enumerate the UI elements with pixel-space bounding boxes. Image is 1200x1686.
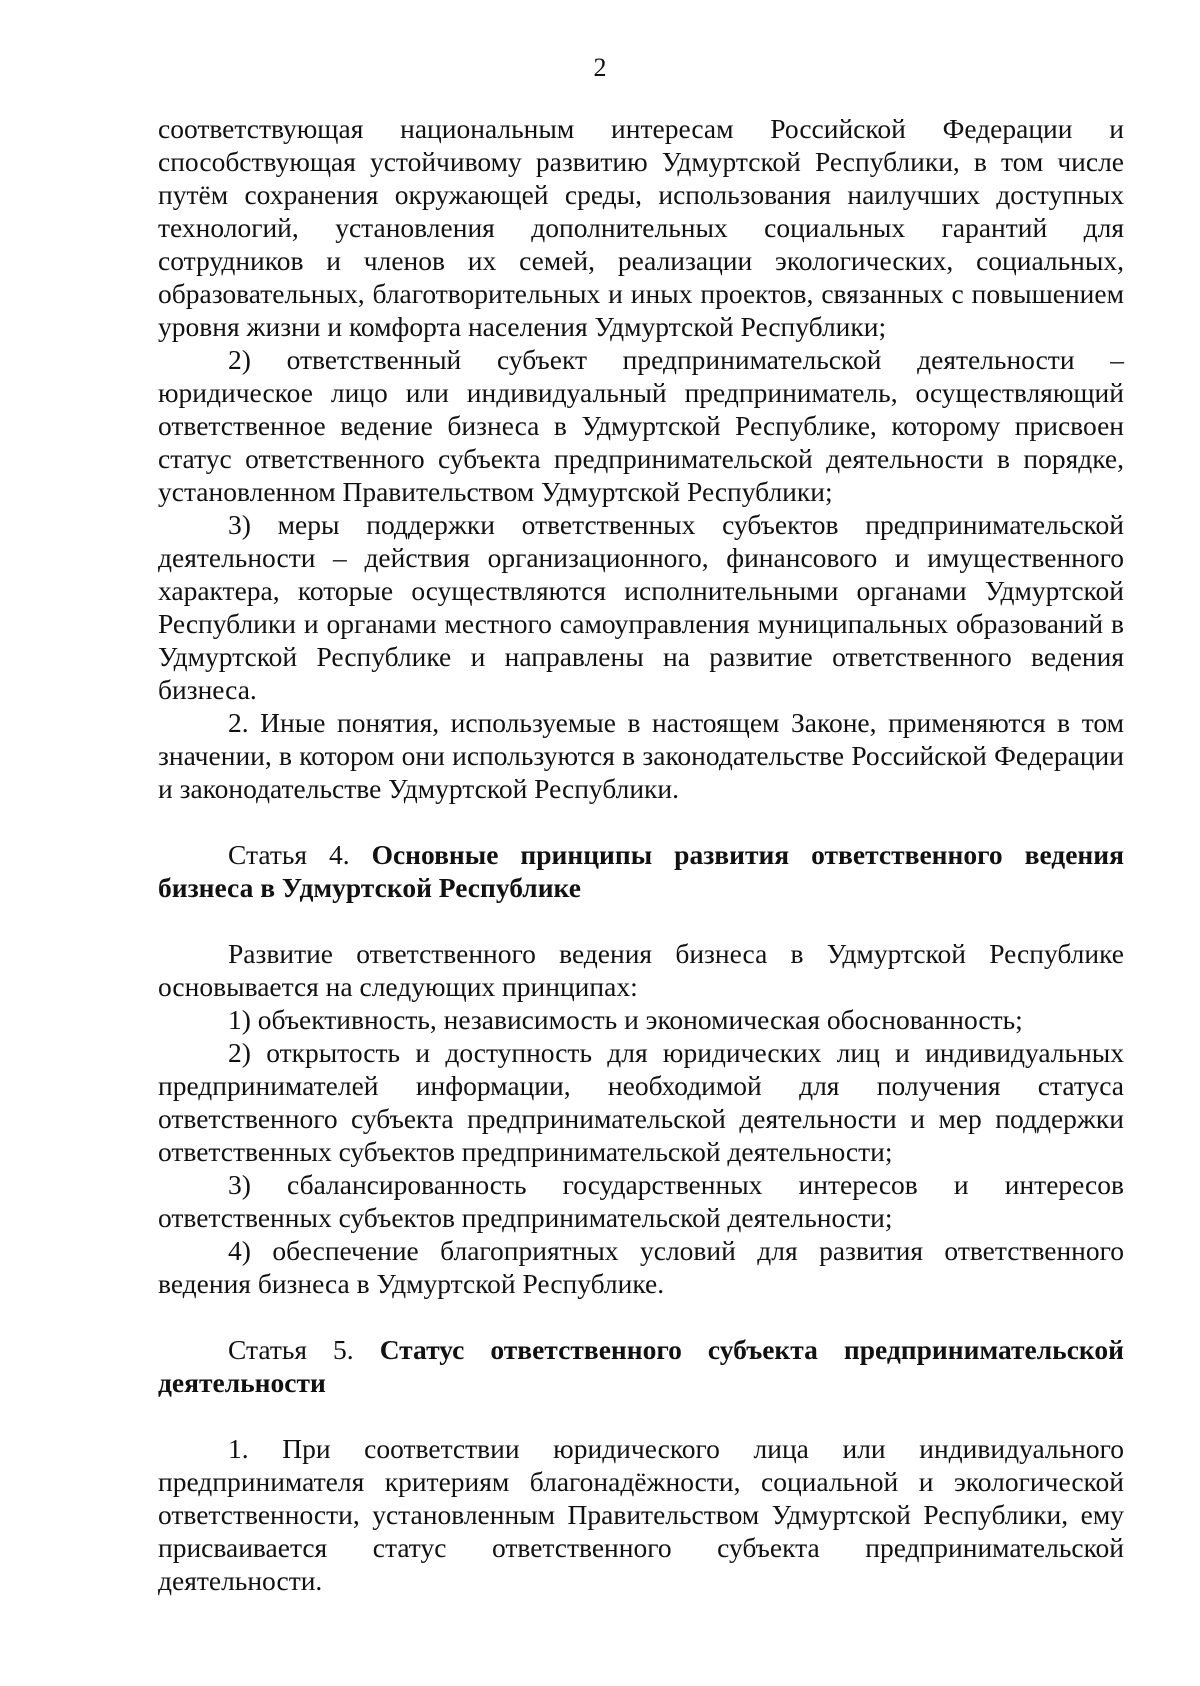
page-number: 2 [593,53,607,82]
article-5-label: Статья 5. [228,1334,354,1365]
paragraph: 2) открытость и доступность для юридических лиц и индивидуальных предпринимателей информации, необходимой для получения статуса ответственного субъекта предпринимательской деятельности и мер поддержки ответственных субъектов предпринимательской деятельности; [158,1037,1124,1167]
paragraph: 1. При соответствии юридического лица или индивидуального предпринимателя критериям благонадёжности, социальной и экологической ответственности, установленным Правительством Удмуртской Республики, ему присваивается статус ответственного субъекта предпринимательской деятельности. [158,1433,1124,1596]
article-4-label: Статья 4. [228,839,350,870]
spacer [158,805,1124,838]
article-5-title: Статус ответственного субъекта предпринимательской деятельности [158,1334,1124,1398]
paragraph: Развитие ответственного ведения бизнеса в Удмуртской Республике основывается на следующих принципах: [158,938,1124,1002]
article-5-heading [158,1333,1124,1399]
paragraph: 2) ответственный субъект предпринимательской деятельности – юридическое лицо или индивидуальный предприниматель, осуществляющий ответственное ведение бизнеса в Удмуртской Республике, которому присвоен статус ответственного субъекта предпринимательской деятельности в порядке, установленном Правительством Удмуртской Республики; [158,344,1124,507]
paragraph: 3) сбалансированность государственных интересов и интересов ответственных субъектов предпринимательской деятельности; [158,1169,1124,1233]
spacer [158,1300,1124,1333]
paragraph: 1) объективность, независимость и экономическая обоснованность; [228,1004,1023,1035]
document-body [158,112,1124,1597]
paragraph: 3) меры поддержки ответственных субъектов предпринимательской деятельности – действия организационного, финансового и имущественного характера, которые осуществляются исполнительными органами Удмуртской Республики и органами местного самоуправления муниципальных образований в Удмуртской Республике и направлены на развитие ответственного ведения бизнеса. [158,509,1124,705]
paragraph: 2. Иные понятия, используемые в настоящем Законе, применяются в том значении, в котором они используются в законодательстве Российской Федерации и законодательстве Удмуртской Республики. [158,707,1124,804]
spacer [158,904,1124,937]
article-4-title: Основные принципы развития ответственного ведения бизнеса в Удмуртской Республике [158,839,1124,903]
article-4-heading [158,838,1124,904]
spacer [158,1399,1124,1432]
paragraph: соответствующая национальным интересам Российской Федерации и способствующая устойчивому развитию Удмуртской Республики, в том числе путём сохранения окружающей среды, использования наилучших доступных технологий, установления дополнительных социальных гарантий для сотрудников и членов их семей, реализации экологических, социальных, образовательных, благотворительных и иных проектов, связанных с повышением уровня жизни и комфорта населения Удмуртской Республики; [158,113,1124,342]
paragraph: 4) обеспечение благоприятных условий для развития ответственного ведения бизнеса в Удмуртской Республике. [158,1235,1124,1299]
